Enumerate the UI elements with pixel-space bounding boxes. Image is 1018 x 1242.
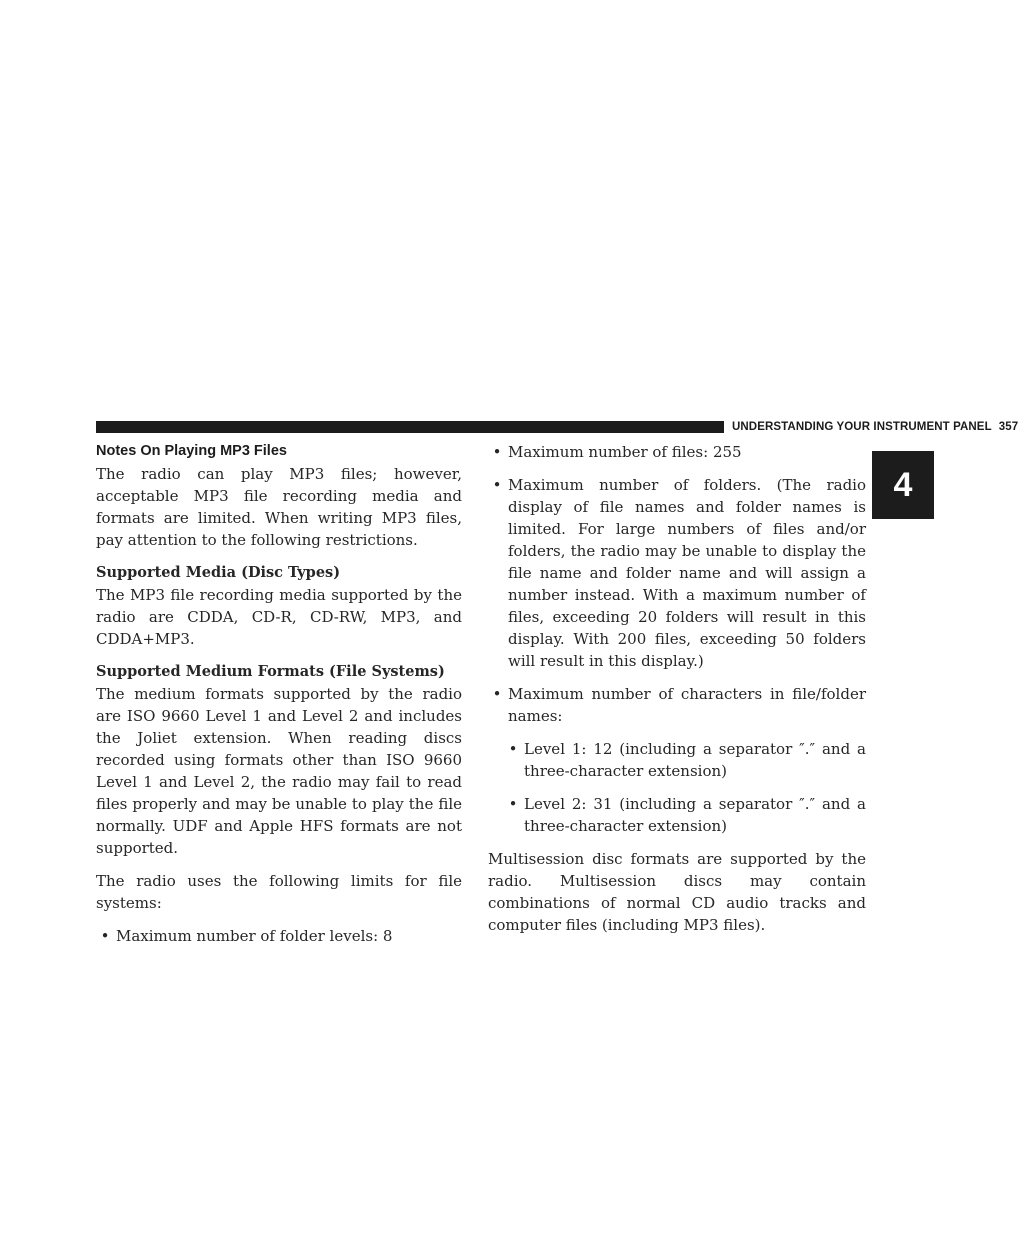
supported-formats-heading: Supported Medium Formats (File Systems) (96, 663, 445, 680)
list-item-text: Maximum number of folder levels: 8 (116, 927, 393, 945)
multisession-paragraph: Multisession disc formats are supported by the radio. Multisession discs may contain combinations of normal CD audio tracks and computer files (including MP3 files). (488, 850, 866, 934)
running-header (732, 419, 1018, 435)
list-item-text: Maximum number of folders. (The radio display of file names and folder names is limited. For large numbers of files and/or folders, the radio may be unable to display the file name and folder name and will assign a number instead. With a maximum number of files, exceeding 20 folders will result in this display. With 200 files, exceeding 50 folders will result in this display.) (508, 476, 866, 670)
list-item (96, 925, 462, 947)
bullet-icon: • (492, 443, 502, 461)
list-item (488, 683, 866, 727)
sub-list-item (504, 738, 866, 782)
list-item-text: Level 1: 12 (including a separator ″.″ and a three-character extension) (524, 740, 866, 780)
list-item-text: Level 2: 31 (including a separator ″.″ and a three-character extension) (524, 795, 866, 835)
bullet-icon: • (508, 795, 518, 813)
bullet-icon: • (492, 685, 502, 703)
list-item-text: Maximum number of files: 255 (508, 443, 742, 461)
limits-intro-paragraph: The radio uses the following limits for file systems: (96, 872, 462, 912)
supported-media-paragraph: The MP3 file recording media supported by the radio are CDDA, CD-R, CD-RW, MP3, and CDDA+MP3. (96, 586, 462, 648)
right-column (488, 441, 866, 936)
list-item-text: Maximum number of characters in file/folder names: (508, 685, 866, 725)
intro-paragraph: The radio can play MP3 files; however, acceptable MP3 file recording media and formats are limited. When writing MP3 files, pay attention to the following restrictions. (96, 465, 462, 549)
supported-formats-paragraph: The medium formats supported by the radio are ISO 9660 Level 1 and Level 2 and includes the Joliet extension. When reading discs recorded using formats other than ISO 9660 Level 1 and Level 2, the radio may fail to read files properly and may be unable to play the file normally. UDF and Apple HFS formats are not supported. (96, 685, 462, 857)
bullet-icon: • (492, 476, 502, 494)
supported-media-heading: Supported Media (Disc Types) (96, 564, 341, 581)
list-item (488, 474, 866, 672)
chapter-tab: 4 (872, 451, 934, 519)
header-rule-bar (96, 421, 724, 433)
section-title: Notes On Playing MP3 Files (96, 443, 287, 459)
sub-list-item (504, 793, 866, 837)
bullet-icon: • (508, 740, 518, 758)
header-section-title: UNDERSTANDING YOUR INSTRUMENT PANEL (732, 421, 992, 433)
page-number: 357 (998, 421, 1018, 433)
list-item (488, 441, 866, 463)
bullet-icon: • (100, 927, 110, 945)
left-column (96, 441, 462, 947)
